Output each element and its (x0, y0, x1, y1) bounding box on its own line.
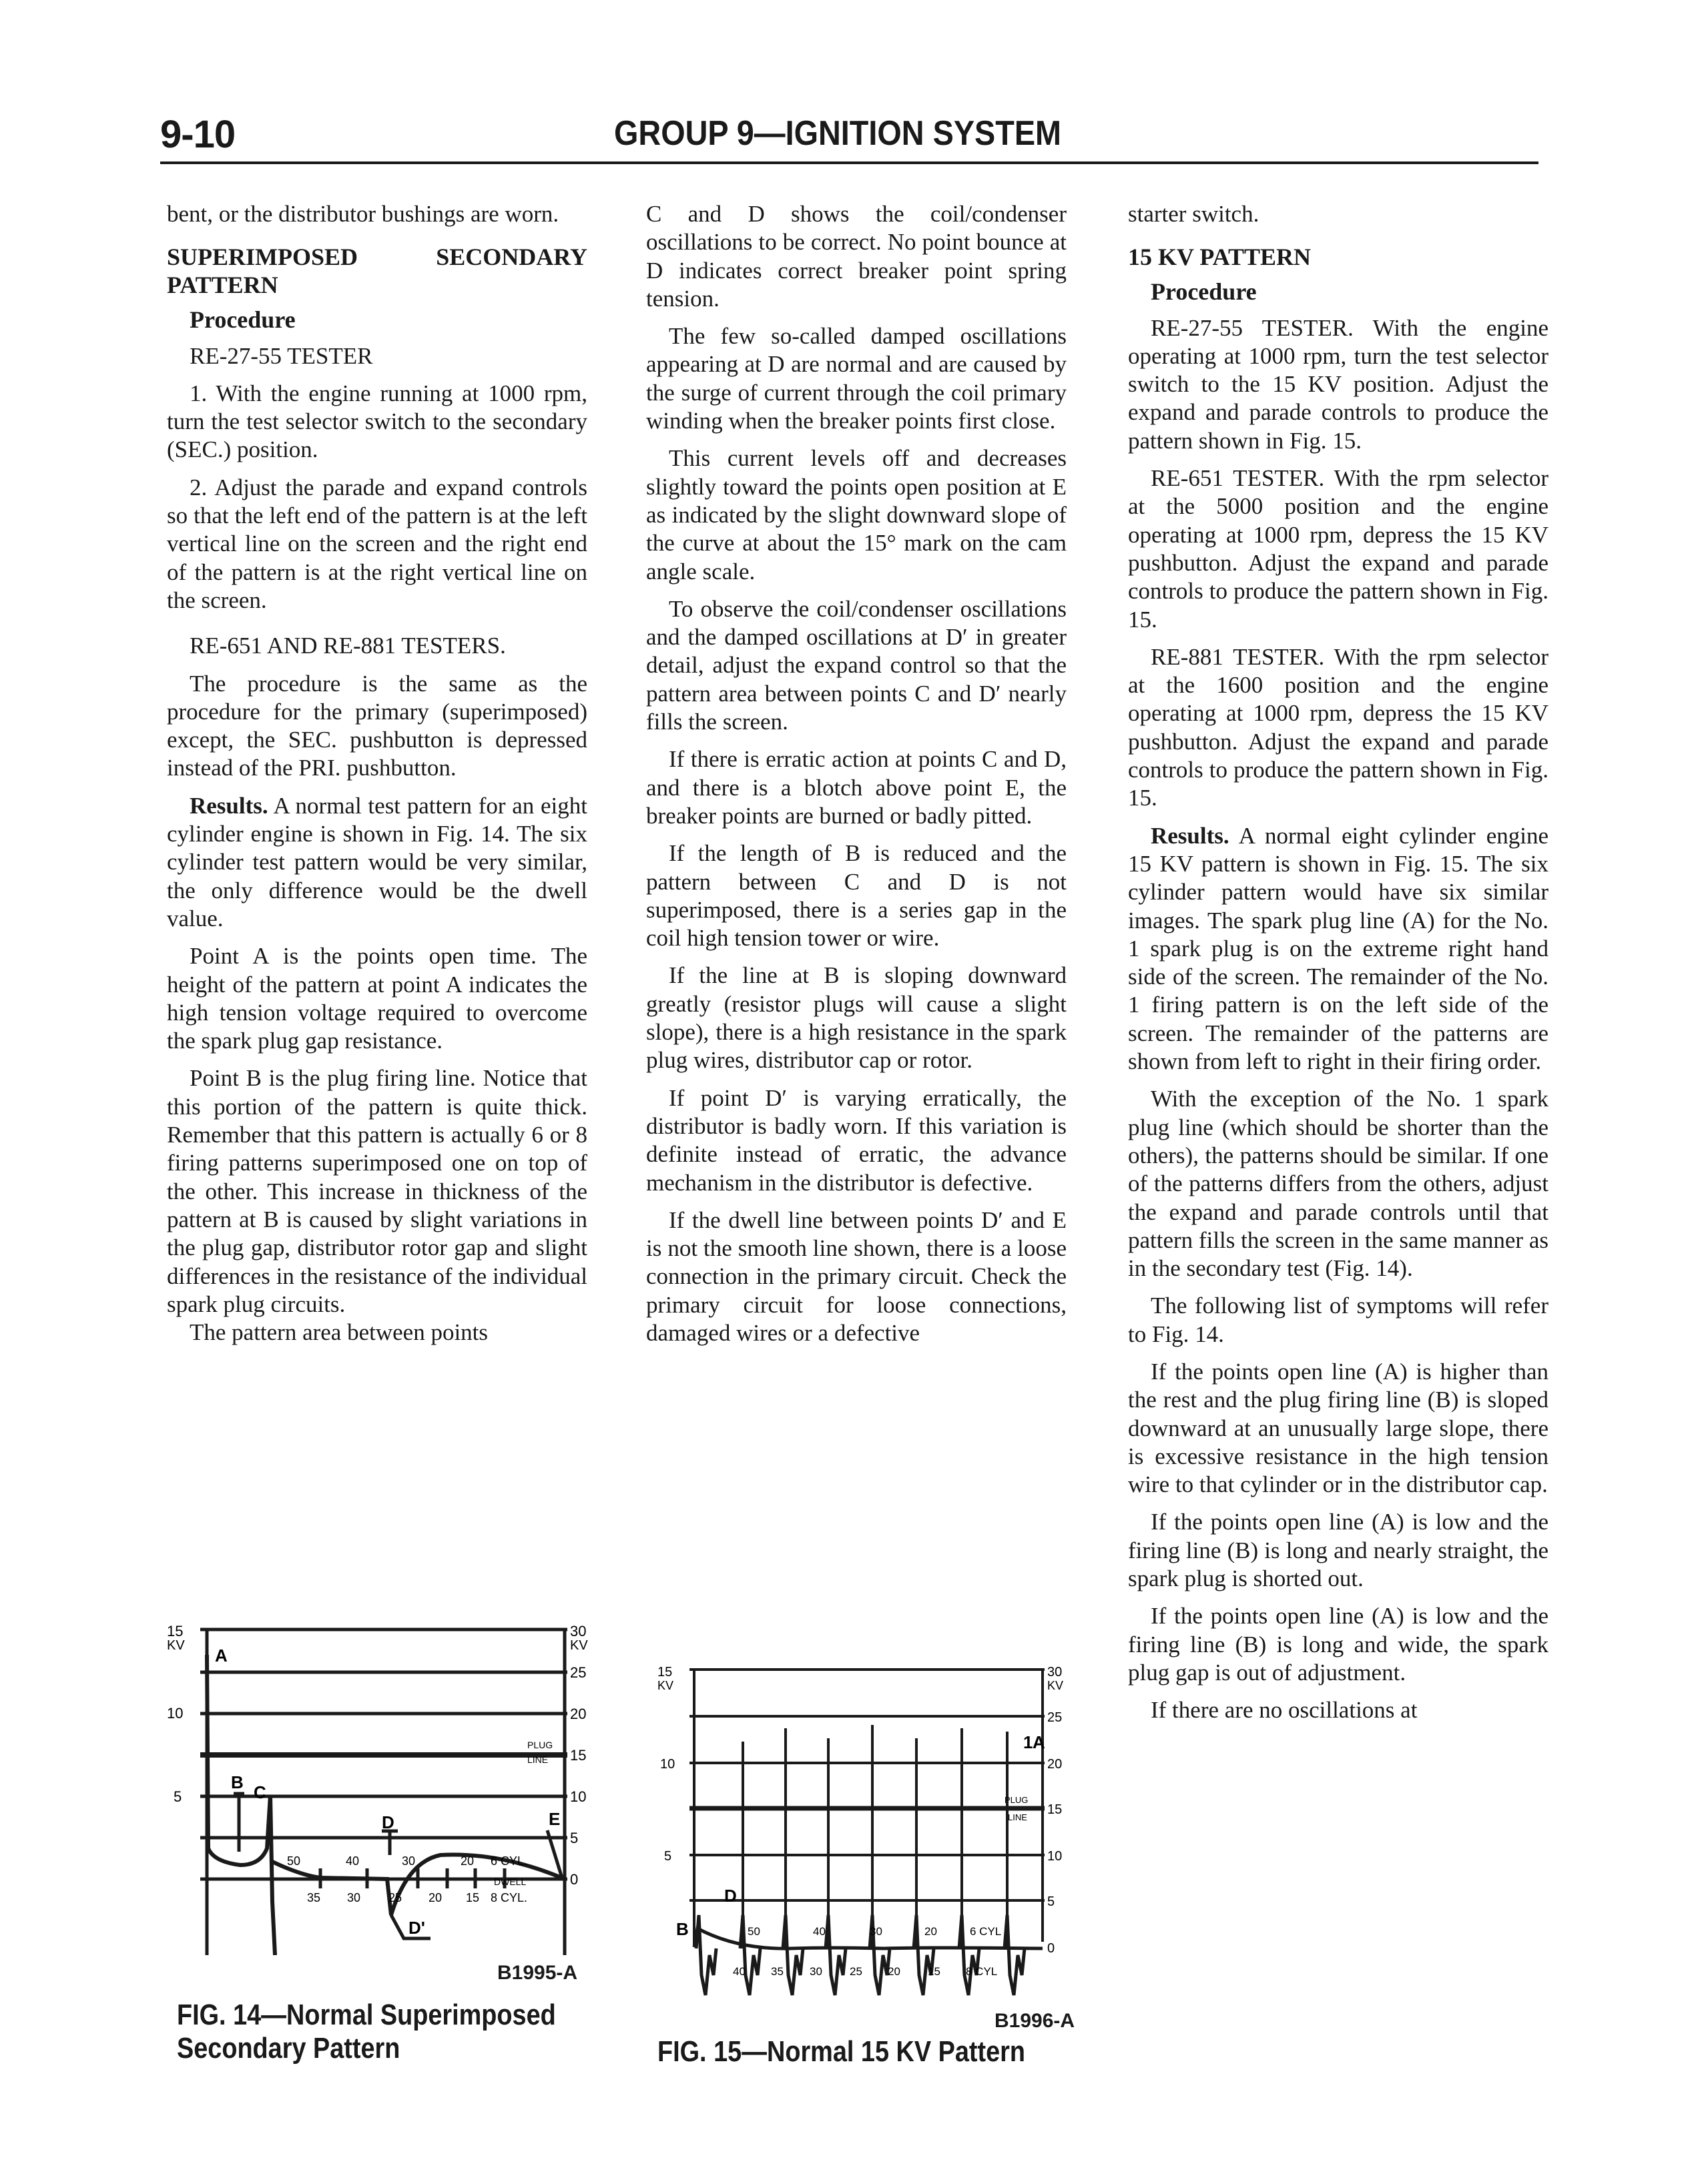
paragraph: C and D shows the coil/condenser oscillations to be correct. No point bounce at D indicates correct breaker point spring tension. (646, 201, 1067, 312)
column-3 (1128, 200, 1548, 1734)
paragraph: The procedure is the same as the procedure for the primary (superimposed) except, the SEC. pushbutton is depressed instead of the PRI. pushbutton. (167, 670, 587, 781)
right-axis-label: 20 (570, 1706, 587, 1722)
results-label: Results. (1151, 822, 1229, 849)
right-axis-label: 5 (1047, 1894, 1055, 1909)
header-rule (160, 161, 1538, 164)
group-title: GROUP 9—IGNITION SYSTEM (614, 114, 1062, 153)
paragraph: If point D′ is varying erratically, the distributor is badly worn. If this variation is definite instead of erratic, the advance mechanism in the distributor is defective. (646, 1084, 1067, 1196)
paragraph-text: A normal eight cylinder engine 15 KV pattern is shown in Fig. 15. The six cylinder pattern would have six similar images. The spark plug line (A) for the No. 1 spark plug is on the extreme right hand side of the screen. The remainder of the No. 1 firing pattern is on the left side of the screen. The remainder of the patterns are shown from left to right in their firing order. (1128, 822, 1548, 1075)
paragraph: RE-27-55 TESTER. With the engine operating at 1000 rpm, turn the test selector switch to the 15 KV position. Adjust the expand and parade controls to produce the pattern shown in Fig. 15. (1128, 314, 1548, 454)
left-axis-label: 5 (664, 1849, 672, 1864)
left-axis-label: 15 (657, 1665, 673, 1680)
scale-8cyl-label: 15 (928, 1965, 940, 1978)
paragraph: To observe the coil/condenser oscillations and the damped oscillations at D′ in greater detail, adjust the expand control so that the pattern area between points C and D′ nearly fills the screen. (646, 595, 1067, 735)
paragraph: RE-881 TESTER. With the rpm selector at the 1600 position and the engine operating at 1000 rpm, depress the 15 KV pushbutton. Adjust the expand and parade controls to produce the pattern shown in Fig. 15. (1128, 643, 1548, 811)
point-a-label: A (1033, 1732, 1045, 1752)
paragraph (1128, 822, 1548, 1076)
paragraph: If the line at B is sloping downward greatly (resistor plugs will cause a slight slope), there is a high resistance in the spark plug wires, distributor cap or rotor. (646, 962, 1067, 1074)
scale-8cyl-label: 35 (771, 1965, 784, 1978)
scale-8cyl-label: 20 (888, 1965, 900, 1978)
tester-label: RE-27-55 TESTER (190, 342, 373, 369)
paragraph: If the points open line (A) is higher than the rest and the plug firing line (B) is sloped downward at an unusually large slope, there is excessive resistance in the high tension wire to that cylinder or in the distributor cap. (1128, 1358, 1548, 1498)
point-d-label: D (382, 1812, 394, 1832)
dwell-label: DWELL (494, 1876, 527, 1887)
paragraph: Point A is the points open time. The height of the pattern at point A indicates the high tension voltage required to overcome the spark plug gap resistance. (167, 943, 587, 1054)
paragraph: The pattern area between points (190, 1319, 489, 1346)
figure-14-caption (177, 1998, 556, 2065)
right-axis-label: 15 (1047, 1802, 1063, 1817)
page-number: 9-10 (160, 113, 236, 156)
column-2 (646, 200, 1067, 1357)
paragraph: If the points open line (A) is low and the firing line (B) is long and nearly straight, the spark plug is shorted out. (1128, 1509, 1548, 1592)
right-axis-label: 25 (1047, 1710, 1063, 1725)
scale-8cyl-label: 25 (850, 1965, 862, 1978)
cylinder-1-label: 1 (1023, 1732, 1033, 1752)
figure-15-diagram (657, 1662, 1085, 2009)
scale-6cyl-label: 30 (402, 1854, 416, 1868)
scale-8cyl-label: 8 CYL. (491, 1891, 528, 1904)
scale-8cyl-label: 15 (466, 1891, 480, 1904)
paragraph: With the exception of the No. 1 spark plug line (which should be shorter than the others), the patterns should be similar. If one of the patterns differs from the others, adjust the expand and parade controls until that pattern fills the screen in the same manner as in the secondary test (Fig. 14). (1128, 1086, 1548, 1282)
scale-6cyl-label: 50 (748, 1925, 760, 1938)
point-c-label: C (254, 1782, 266, 1802)
paragraph: If there is erratic action at points C and D, and there is a blotch above point E, the breaker points are burned or badly pitted. (646, 746, 1067, 829)
paragraph: Point B is the plug firing line. Notice that this portion of the pattern is quite thick. Remember that this pattern is actually 6 or 8 firing patterns superimposed one on top of the other. This increase in thickness of the pattern at B is caused by slight variations in the plug gap, distributor rotor gap and slight differences in the resistance of the individual spark plug circuits. (167, 1065, 587, 1317)
scale-8cyl-label: 40 (733, 1965, 746, 1978)
paragraph: 2. Adjust the parade and expand controls so that the left end of the pattern is at the left vertical line on the screen and the right end of the pattern is at the right vertical line on the screen. (167, 474, 587, 613)
figure-15-code: B1996-A (995, 2010, 1075, 2032)
right-axis-label: 15 (570, 1747, 587, 1764)
point-d-label: D (724, 1886, 737, 1906)
paragraph-text: A normal test pattern for an eight cylinder engine is shown in Fig. 14. The six cylinder test pattern would be very similar, the only difference would be the dwell value. (167, 792, 587, 932)
left-axis-label: 10 (660, 1757, 675, 1772)
scale-6cyl-label: 20 (461, 1854, 475, 1868)
subheading: Procedure (190, 306, 296, 334)
scale-8cyl-label: 8 CYL (966, 1965, 998, 1978)
section-heading: SUPERIMPOSED SECONDARY PATTERN (167, 244, 587, 299)
point-b-label: B (231, 1772, 244, 1792)
paragraph: This current levels off and decreases slightly toward the points open position at E as indicated by the slight downward slope of the curve at about the 15° mark on the cam angle scale. (646, 445, 1067, 585)
paragraph: If the points open line (A) is low and the firing line (B) is long and wide, the spark plug gap is out of adjustment. (1128, 1603, 1548, 1686)
scale-8cyl-label: 25 (388, 1891, 402, 1904)
scale-6cyl-label: 40 (813, 1925, 826, 1938)
right-axis-label: 30 (1047, 1665, 1063, 1680)
paragraph: RE-651 TESTER. With the rpm selector at the 5000 position and the engine operating at 1000 rpm, depress the 15 KV pushbutton. Adjust the expand and parade controls to produce the pattern shown in Fig. 15. (1128, 465, 1548, 633)
scale-6cyl-label: 6 CYL. (491, 1854, 528, 1868)
paragraph: 1. With the engine running at 1000 rpm, turn the test selector switch to the secondary (SEC.) position. (167, 380, 587, 463)
firing-pattern (696, 1915, 716, 1995)
left-axis-label: 5 (174, 1788, 182, 1805)
right-axis-label: 30 (570, 1623, 587, 1640)
figure-14-diagram (167, 1621, 594, 1968)
right-axis-label: 10 (1047, 1849, 1063, 1864)
plug-line-label: PLUG (1005, 1795, 1029, 1805)
left-axis-unit: KV (167, 1638, 185, 1653)
paragraph: bent, or the distributor bushings are worn. (167, 201, 559, 227)
scale-8cyl-label: 30 (810, 1965, 822, 1978)
point-b-label: B (676, 1919, 689, 1939)
scale-6cyl-label: 20 (924, 1925, 937, 1938)
plug-line-label: LINE (1008, 1812, 1027, 1822)
scale-6cyl-label: 50 (287, 1854, 301, 1868)
section-heading: 15 KV PATTERN (1128, 244, 1312, 271)
right-axis-label: 5 (570, 1830, 579, 1846)
caption-line: FIG. 14—Normal Superimposed (177, 1998, 556, 2031)
paragraph: starter switch. (1128, 201, 1259, 227)
paragraph: The few so-called damped oscillations appearing at D are normal and are caused by the surge of current through the coil primary winding when the breaker points first close. (646, 323, 1067, 434)
caption-line: Secondary Pattern (177, 2032, 400, 2065)
subheading: Procedure (1151, 278, 1257, 306)
paragraph: The following list of symptoms will refer to Fig. 14. (1128, 1293, 1548, 1347)
left-axis-label: 10 (167, 1705, 184, 1722)
point-d-prime-label: D' (408, 1918, 425, 1938)
paragraph: If the dwell line between points D′ and E is not the smooth line shown, there is a loose connection in the primary circuit. Check the primary circuit for loose connections, damaged wires or a defective (646, 1206, 1067, 1346)
scale-6cyl-label: 30 (870, 1925, 882, 1938)
scale-6cyl-label: 6 CYL (970, 1925, 1002, 1938)
plug-line-label: LINE (527, 1754, 549, 1765)
column-1 (167, 200, 587, 1356)
right-axis-unit: KV (570, 1638, 588, 1653)
left-axis-label: 15 (167, 1623, 184, 1640)
paragraph: If the length of B is reduced and the pattern between C and D is not superimposed, there is a series gap in the coil high tension tower or wire. (646, 840, 1067, 952)
right-axis-label: 0 (1047, 1941, 1055, 1956)
point-a-label: A (215, 1646, 228, 1666)
right-axis-label: 20 (1047, 1757, 1063, 1772)
right-axis-unit: KV (1047, 1679, 1064, 1692)
figure-15-caption: FIG. 15—Normal 15 KV Pattern (657, 2035, 1025, 2068)
left-axis-unit: KV (657, 1679, 674, 1692)
figure-14-code: B1995-A (497, 1962, 578, 1984)
scale-6cyl-label: 40 (346, 1854, 360, 1868)
scale-8cyl-label: 20 (429, 1891, 443, 1904)
results-label: Results. (190, 792, 268, 819)
scale-8cyl-label: 35 (307, 1891, 321, 1904)
right-axis-label: 25 (570, 1664, 587, 1681)
right-axis-label: 10 (570, 1788, 587, 1805)
right-axis-label: 0 (570, 1871, 579, 1888)
scale-8cyl-label: 30 (347, 1891, 361, 1904)
tester-label: RE-651 AND RE-881 TESTERS. (190, 633, 506, 659)
paragraph (167, 792, 587, 933)
point-e-label: E (549, 1809, 561, 1829)
plug-line-label: PLUG (527, 1740, 553, 1750)
paragraph: If there are no oscillations at (1151, 1697, 1418, 1724)
